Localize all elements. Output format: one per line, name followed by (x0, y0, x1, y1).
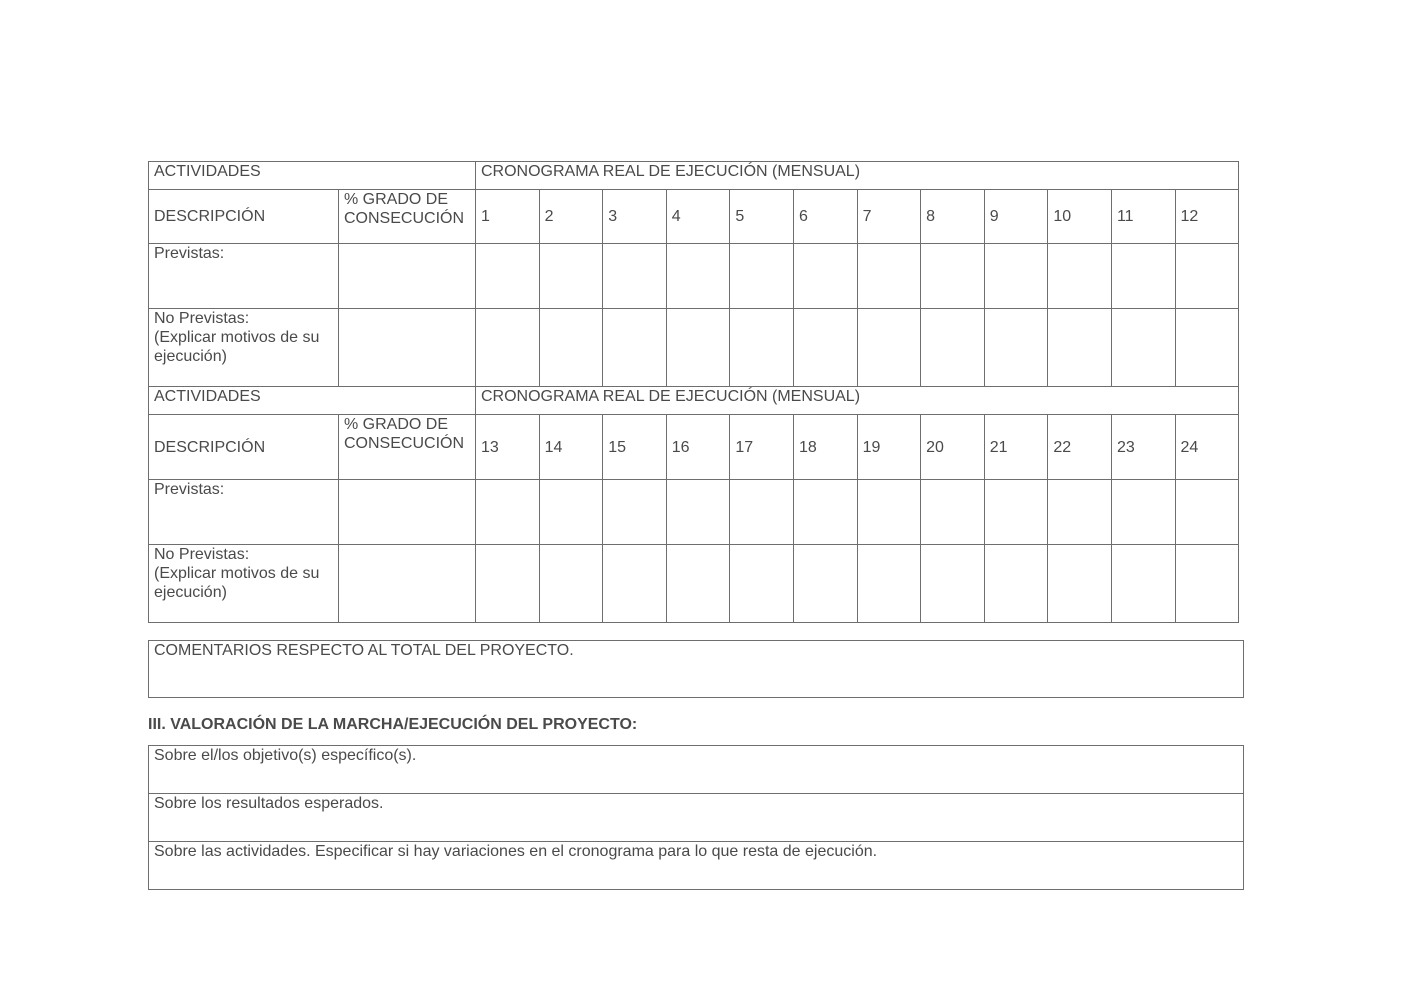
month-header: 6 (793, 190, 857, 244)
month-header: 12 (1175, 190, 1239, 244)
month-cell[interactable] (1175, 480, 1239, 545)
month-cell[interactable] (793, 244, 857, 309)
month-cell[interactable] (730, 480, 794, 545)
month-cell[interactable] (539, 309, 603, 387)
planned-row (149, 480, 1239, 545)
month-cell[interactable] (1111, 545, 1175, 623)
month-cell[interactable] (921, 545, 985, 623)
month-cell[interactable] (1048, 480, 1112, 545)
month-header: 9 (984, 190, 1048, 244)
month-cell[interactable] (1175, 545, 1239, 623)
comments-row (149, 641, 1244, 698)
month-header: 14 (539, 415, 603, 480)
grade-header (339, 190, 476, 244)
month-header: 17 (730, 415, 794, 480)
month-header: 21 (984, 415, 1048, 480)
unplanned-label-line3: ejecución) (154, 348, 227, 365)
month-header: 19 (857, 415, 921, 480)
month-cell[interactable] (539, 480, 603, 545)
comments-table (148, 640, 1244, 698)
month-header: 18 (793, 415, 857, 480)
schedule-header: CRONOGRAMA REAL DE EJECUCIÓN (MENSUAL) (476, 162, 1239, 190)
month-cell[interactable] (984, 244, 1048, 309)
month-header: 4 (666, 190, 730, 244)
month-cell[interactable] (476, 309, 540, 387)
month-header: 13 (476, 415, 540, 480)
month-cell[interactable] (793, 309, 857, 387)
month-cell[interactable] (666, 545, 730, 623)
valuation-table (148, 745, 1244, 890)
grade-header-line1: % GRADO DE (344, 416, 449, 433)
activities-field[interactable]: Sobre las actividades. Especificar si hay variaciones en el cronograma para lo que resta de ejecución. (149, 842, 1244, 890)
month-cell[interactable] (666, 244, 730, 309)
description-header: DESCRIPCIÓN (149, 190, 339, 244)
month-header: 8 (921, 190, 985, 244)
unplanned-label-line2: (Explicar motivos de su (154, 565, 320, 582)
month-cell[interactable] (476, 244, 540, 309)
month-cell[interactable] (730, 244, 794, 309)
schedule-subheader-row (149, 415, 1239, 480)
schedule-header-row (149, 162, 1239, 190)
results-field[interactable]: Sobre los resultados esperados. (149, 794, 1244, 842)
month-cell[interactable] (793, 545, 857, 623)
month-header: 24 (1175, 415, 1239, 480)
month-cell[interactable] (1175, 244, 1239, 309)
month-header: 10 (1048, 190, 1112, 244)
month-header: 15 (603, 415, 667, 480)
month-cell[interactable] (1111, 244, 1175, 309)
grade-header-line2: CONSECUCIÓN (344, 210, 465, 227)
month-cell[interactable] (793, 480, 857, 545)
valuation-row (149, 794, 1244, 842)
month-cell[interactable] (857, 545, 921, 623)
month-header: 16 (666, 415, 730, 480)
planned-row (149, 244, 1239, 309)
valuation-row (149, 842, 1244, 890)
grade-cell[interactable] (339, 545, 476, 623)
month-cell[interactable] (476, 480, 540, 545)
month-cell[interactable] (1048, 545, 1112, 623)
month-header: 2 (539, 190, 603, 244)
month-header: 5 (730, 190, 794, 244)
month-cell[interactable] (921, 309, 985, 387)
month-header: 22 (1048, 415, 1112, 480)
month-cell[interactable] (539, 244, 603, 309)
month-header: 11 (1111, 190, 1175, 244)
valuation-row (149, 746, 1244, 794)
month-cell[interactable] (603, 480, 667, 545)
month-cell[interactable] (857, 480, 921, 545)
schedule-header-row (149, 387, 1239, 415)
grade-header (339, 415, 476, 480)
month-header: 20 (921, 415, 985, 480)
activities-header: ACTIVIDADES (149, 387, 476, 415)
month-header: 7 (857, 190, 921, 244)
month-cell[interactable] (1111, 309, 1175, 387)
month-cell[interactable] (603, 309, 667, 387)
grade-header-line2: CONSECUCIÓN (344, 435, 465, 452)
month-cell[interactable] (857, 244, 921, 309)
planned-label: Previstas: (149, 244, 339, 309)
month-cell[interactable] (666, 309, 730, 387)
unplanned-label (149, 545, 339, 623)
month-cell[interactable] (984, 545, 1048, 623)
unplanned-label-line1: No Previstas: (154, 310, 250, 327)
unplanned-label-line2: (Explicar motivos de su (154, 329, 320, 346)
section-title: III. VALORACIÓN DE LA MARCHA/EJECUCIÓN DEL PROYECTO: (148, 716, 638, 733)
month-header: 1 (476, 190, 540, 244)
month-cell[interactable] (603, 244, 667, 309)
unplanned-label (149, 309, 339, 387)
grade-cell[interactable] (339, 309, 476, 387)
month-cell[interactable] (730, 545, 794, 623)
month-cell[interactable] (1175, 309, 1239, 387)
schedule-header: CRONOGRAMA REAL DE EJECUCIÓN (MENSUAL) (476, 387, 1239, 415)
activities-header: ACTIVIDADES (149, 162, 476, 190)
month-cell[interactable] (1048, 309, 1112, 387)
description-header: DESCRIPCIÓN (149, 415, 339, 480)
schedule-table (148, 161, 1239, 623)
month-cell[interactable] (603, 545, 667, 623)
planned-label: Previstas: (149, 480, 339, 545)
month-cell[interactable] (921, 244, 985, 309)
comments-field[interactable]: COMENTARIOS RESPECTO AL TOTAL DEL PROYECTO. (149, 641, 1244, 698)
month-cell[interactable] (1111, 480, 1175, 545)
unplanned-row (149, 545, 1239, 623)
month-cell[interactable] (1048, 244, 1112, 309)
month-cell[interactable] (539, 545, 603, 623)
month-cell[interactable] (921, 480, 985, 545)
month-cell[interactable] (984, 309, 1048, 387)
month-cell[interactable] (984, 480, 1048, 545)
month-cell[interactable] (476, 545, 540, 623)
unplanned-row (149, 309, 1239, 387)
month-header: 23 (1111, 415, 1175, 480)
month-header: 3 (603, 190, 667, 244)
grade-header-line1: % GRADO DE (344, 191, 449, 208)
grade-cell[interactable] (339, 244, 476, 309)
unplanned-label-line3: ejecución) (154, 584, 227, 601)
schedule-subheader-row (149, 190, 1239, 244)
objectives-field[interactable]: Sobre el/los objetivo(s) específico(s). (149, 746, 1244, 794)
grade-cell[interactable] (339, 480, 476, 545)
month-cell[interactable] (730, 309, 794, 387)
month-cell[interactable] (666, 480, 730, 545)
month-cell[interactable] (857, 309, 921, 387)
unplanned-label-line1: No Previstas: (154, 546, 250, 563)
